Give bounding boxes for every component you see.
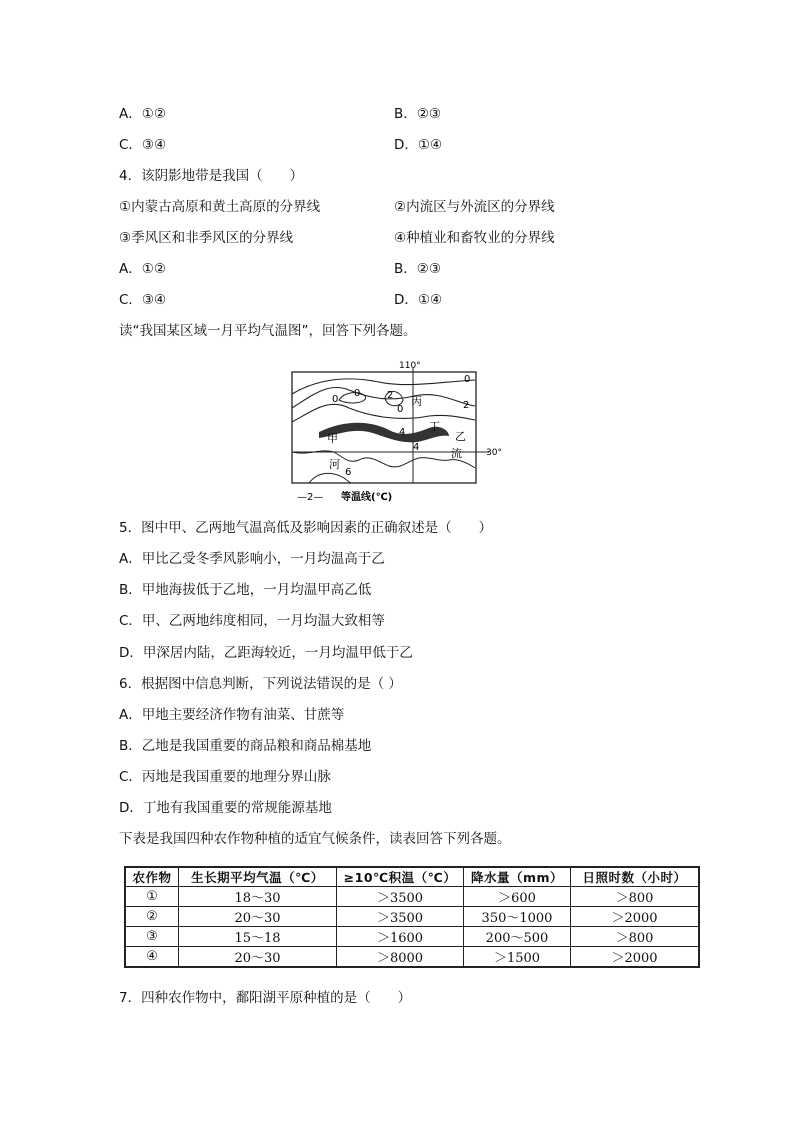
map-frame (292, 372, 476, 483)
table-cell: ＞1600 (337, 927, 464, 947)
q4-option-a: A．①② (119, 261, 166, 277)
q4-stem: 4．该阴影地带是我国（ ） (119, 168, 304, 184)
table-row (125, 927, 699, 947)
table-cell: ＞3500 (337, 887, 464, 907)
map-intro: 读“我国某区域一月平均气温图”，回答下列各题。 (119, 323, 417, 339)
q3-option-b: B．②③ (394, 106, 441, 122)
isotherm-value: 0 (354, 388, 361, 399)
table-header: 农作物 (125, 867, 179, 887)
lat-label: 30° (486, 448, 502, 458)
legend-sample: —2— (297, 492, 324, 503)
isotherm-value: 4 (413, 442, 420, 453)
isotherm-value: 0 (332, 394, 339, 405)
table-cell: 18～30 (179, 887, 337, 907)
river-line (292, 451, 475, 468)
isotherm-loop (339, 393, 366, 403)
q3-option-a: A．①② (119, 106, 166, 122)
q4-option-c: C．③④ (119, 292, 167, 308)
label-he: 河 (329, 458, 340, 471)
table-cell: ④ (125, 947, 179, 968)
q4-statement-3: ③季风区和非季风区的分界线 (119, 230, 294, 246)
table-cell: ＞3500 (337, 907, 464, 927)
q6-option-b: B．乙地是我国重要的商品粮和商品棉基地 (119, 738, 372, 754)
isotherm-value: 0 (464, 374, 471, 385)
table-cell: ＞2000 (571, 907, 700, 927)
table-cell: ＞800 (571, 927, 700, 947)
table-header: 日照时数（小时） (571, 867, 700, 887)
table-cell: 350～1000 (464, 907, 571, 927)
table-cell: 200～500 (464, 927, 571, 947)
table-intro: 下表是我国四种农作物种植的适宜气候条件，读表回答下列各题。 (119, 831, 511, 847)
table-row (125, 907, 699, 927)
table-cell: ① (125, 887, 179, 907)
table-cell: ＞1500 (464, 947, 571, 968)
q6-option-a: A．甲地主要经济作物有油菜、甘蔗等 (119, 707, 345, 723)
table-header: 降水量（mm） (464, 867, 571, 887)
isotherm-value: 4 (399, 427, 406, 438)
label-liu: 流 (451, 447, 462, 460)
table-cell: ＞600 (464, 887, 571, 907)
isotherm-line (292, 404, 475, 422)
legend-text: 等温线(℃) (341, 492, 393, 503)
table-cell: 20～30 (179, 907, 337, 927)
table-row (125, 887, 699, 907)
table-cell: ＞8000 (337, 947, 464, 968)
q3-option-c: C．③④ (119, 137, 167, 153)
label-bing: 丙 (411, 395, 422, 408)
isotherm-line (292, 387, 475, 408)
table-cell: 15～18 (179, 927, 337, 947)
q4-statement-2: ②内流区与外流区的分界线 (394, 199, 555, 215)
lon-label: 110° (399, 361, 421, 371)
q5-stem: 5．图中甲、乙两地气温高低及影响因素的正确叙述是（ ） (119, 520, 493, 536)
table-cell: ＞800 (571, 887, 700, 907)
q6-option-d: D．丁地有我国重要的常规能源基地 (119, 800, 332, 816)
q5-option-a: A．甲比乙受冬季风影响小，一月均温高于乙 (119, 551, 385, 567)
q5-option-c: C．甲、乙两地纬度相同，一月均温大致相等 (119, 613, 385, 629)
table-header: 生长期平均气温（℃） (179, 867, 337, 887)
table-cell: ② (125, 907, 179, 927)
q4-option-b: B．②③ (394, 261, 441, 277)
table-header: ≥10℃积温（℃） (337, 867, 464, 887)
isotherm-value: 2 (387, 390, 394, 401)
q3-option-d: D．①④ (394, 137, 443, 153)
isotherm-value: 6 (345, 467, 352, 478)
isotherm-map (289, 360, 507, 508)
label-ding: 丁 (429, 420, 440, 433)
q5-option-b: B．甲地海拔低于乙地，一月均温甲高乙低 (119, 582, 372, 598)
table-cell: ＞2000 (571, 947, 700, 968)
isotherm-value: 0 (397, 404, 404, 415)
label-yi: 乙 (455, 430, 466, 443)
label-jia: 甲 (327, 432, 338, 445)
q6-option-c: C．丙地是我国重要的地理分界山脉 (119, 769, 331, 785)
table-row (125, 947, 699, 968)
q4-statement-1: ①内蒙古高原和黄土高原的分界线 (119, 199, 321, 215)
table-header-row (125, 867, 699, 887)
q4-statement-4: ④种植业和畜牧业的分界线 (394, 230, 555, 246)
q4-option-d: D．①④ (394, 292, 443, 308)
isotherm-value: 2 (463, 400, 470, 411)
table-cell: ③ (125, 927, 179, 947)
q5-option-d: D．甲深居内陆，乙距海较近，一月均温甲低于乙 (119, 645, 413, 661)
q7-stem: 7．四种农作物中，鄱阳湖平原种植的是（ ） (119, 990, 412, 1006)
crop-climate-table (124, 866, 700, 968)
table-cell: 20～30 (179, 947, 337, 968)
q6-stem: 6．根据图中信息判断，下列说法错误的是（ ） (119, 676, 402, 692)
